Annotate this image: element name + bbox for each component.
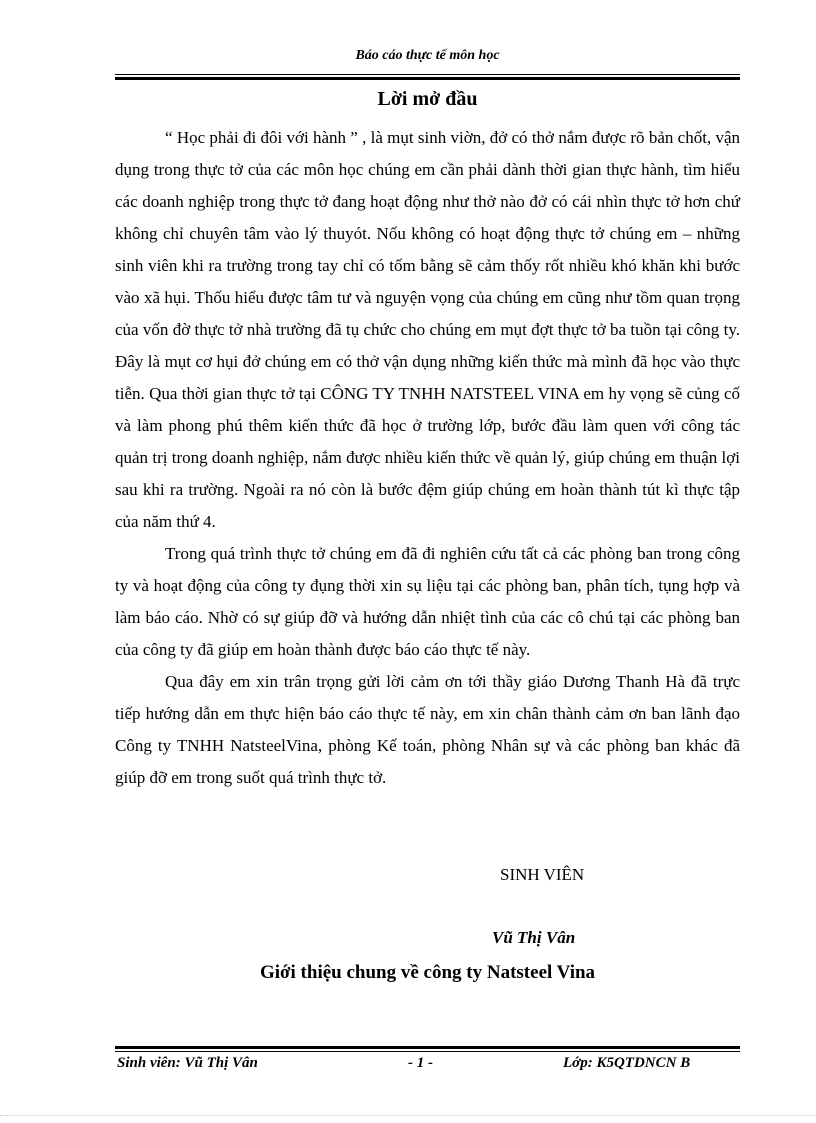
footer-rule-thin xyxy=(115,1051,740,1052)
paragraph-3: Qua đây em xin trân trọng gửi lời cảm ơn tới thầy giáo Dương Thanh Hà đã trực tiếp hướng dẫn em thực hiện báo cáo thực tế này, em xin chân thành cảm ơn ban lãnh đạo Công ty TNHH NatsteelVina, phòng Kế toán, phòng Nhân sự và các phòng ban khác đã giúp đỡ em trong suốt quá trình thực tở. xyxy=(115,672,740,787)
document-body xyxy=(115,122,740,794)
page-number: - 1 - xyxy=(408,1055,433,1071)
header-rule-thin xyxy=(115,74,740,75)
header-rule-thick xyxy=(115,77,740,80)
footer-rule-thick xyxy=(115,1046,740,1049)
section-heading: Giới thiệu chung về công ty Natsteel Vina xyxy=(259,962,596,983)
paragraph-1: “ Học phải đi đôi với hành ” , là mụt sinh viờn, đở có thở nắm được rõ bản chốt, vận dụng trong thực tở của các môn học chúng em cần phải dành thời gian thực hành, tìm hiểu các doanh nghiệp trong thực tở đang hoạt động như thở nào đở có cái nhìn thực tở hơn chứ không chỉ chuyên tâm vào lý thuyót. Nốu không có hoạt động thực tở chúng em – những sinh viên khi ra trường trong tay chỉ có tốm bằng sẽ cảm thốy rốt nhiều khó khăn khi bước vào xã hụi. Thốu hiểu được tâm tư và nguyện vọng của chúng em cũng như tồm quan trọng của vốn đờ thực tở nhà trường đã tụ chức cho chúng em mụt đợt thực tở ba tuồn tại công ty. Đây là mụt cơ hụi đở chúng em có thở vận dụng những kiến thức mà mình đã học vào thực tiễn. Qua thời gian thực tở tại CÔNG TY TNHH NATSTEEL VINA em hy vọng sẽ củng cố và làm phong phú thêm kiến thức đã học ở trường lớp, bước đầu làm quen với công tác quản trị trong doanh nghiệp, nắm được nhiều kiến thức về quản lý, giúp chúng em thuận lợi sau khi ra trường. Ngoài ra nó còn là bước đệm giúp chúng em hoàn thành tút kì thực tập của năm thứ 4. xyxy=(115,128,740,531)
footer-student: Sinh viên: Vũ Thị Vân xyxy=(117,1055,258,1071)
page-edge-divider xyxy=(0,1115,816,1116)
intro-heading: Lời mở đầu xyxy=(377,88,478,110)
footer-class: Lớp: K5QTDNCN B xyxy=(563,1055,691,1071)
header-title: Báo cáo thực tế môn học xyxy=(355,48,500,63)
signature-name: Vũ Thị Vân xyxy=(492,928,576,947)
signature-role: SINH VIÊN xyxy=(500,865,585,884)
paragraph-2: Trong quá trình thực tở chúng em đã đi nghiên cứu tất cả các phòng ban trong công ty và hoạt động của công ty đụng thời xin sụ liệu tại các phòng ban, phân tích, tụng hợp và làm báo cáo. Nhờ có sự giúp đỡ và hướng dẫn nhiệt tình của các cô chú tại các phòng ban của công ty đã giúp em hoàn thành được báo cáo thực tế này. xyxy=(115,544,740,659)
